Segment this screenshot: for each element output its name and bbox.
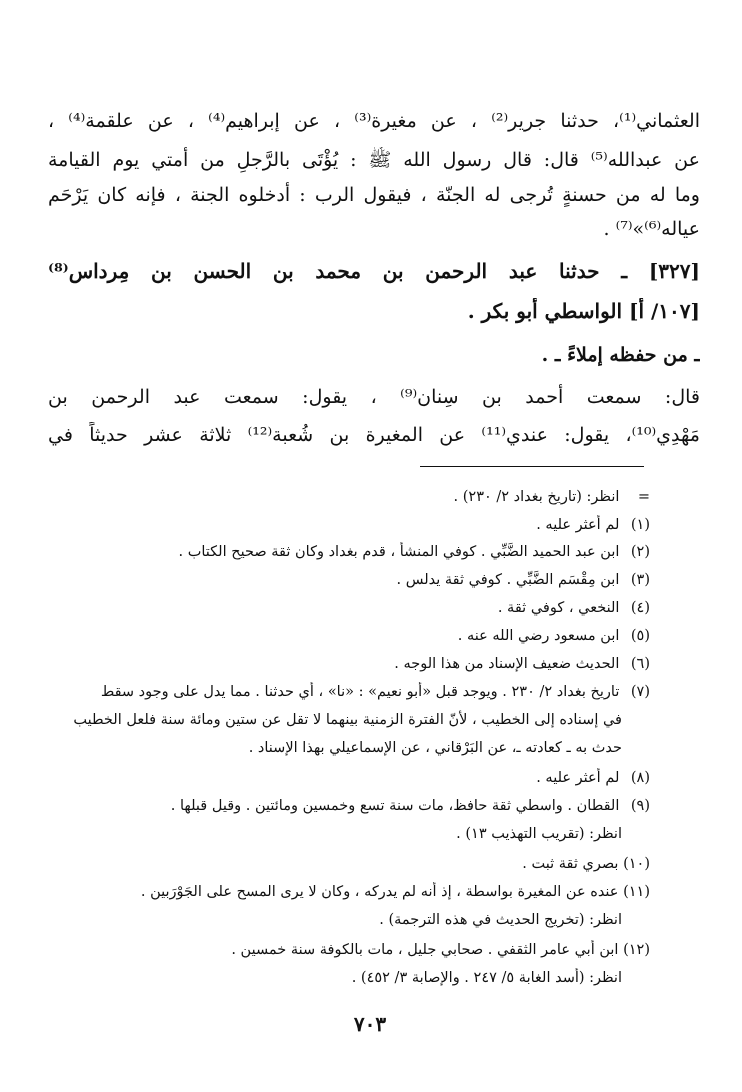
- footnote-1: [60, 515, 650, 535]
- footnote-2: [60, 542, 650, 562]
- page-number: ٧٠٣: [353, 1012, 387, 1036]
- footnote-text: حدث به ـ كعادته ـ، عن البَرْقاني ، عن الإسماعيلي بهذا الإسناد .: [248, 740, 622, 756]
- body-line-dictation: ـ من حفظه إملاءً ـ .: [541, 344, 700, 366]
- footnote-11-line-2: [62, 910, 622, 930]
- body-line-3: وما له من حسنةٍ تُرجى له الجنّة ، فيقول الرب : أدخلوه الجنة ، فإنه كان يَرْحَم: [48, 184, 700, 206]
- footnote-marker: (٨): [630, 770, 650, 786]
- footnote-text: انظر: (تخريج الحديث في هذه الترجمة) .: [379, 912, 622, 928]
- footnote-marker: (٧): [630, 684, 650, 700]
- footnote-marker: (١٠): [623, 856, 650, 872]
- footnote-text: بصري ثقة ثبت .: [522, 856, 619, 872]
- footnote-text: ابن عبد الحميد الضَّبِّي . كوفي المنشأ ، قدم بغداد وكان ثقة صحيح الكتاب .: [178, 544, 620, 560]
- footnote-5: [60, 626, 650, 646]
- footnote-marker: (٣): [630, 572, 650, 588]
- body-line-2: عن عبدالله⁽⁵⁾ قال: قال رسول الله ﷺ : يُؤْتَى بالرَّجلِ من أمتي يوم القيامة: [48, 149, 700, 171]
- footnote-text: الحديث ضعيف الإسناد من هذا الوجه .: [394, 656, 620, 672]
- footnote-marker: (١١): [623, 884, 650, 900]
- footnote-9-line-2: [62, 824, 622, 844]
- footnote-6: [60, 654, 650, 674]
- footnote-text: في إسناده إلى الخطيب ، لأنّ الفترة الزمنية بينهما لا تقل عن ستين ومائة سنة فلعل الخطيب: [73, 712, 622, 728]
- footnote-text: انظر: (تاريخ بغداد ٢/ ٢٣٠) .: [453, 489, 620, 505]
- footnote-7-line-2: [2, 710, 622, 730]
- footnote-marker: (٦): [630, 656, 650, 672]
- footnote-marker: (٤): [630, 600, 650, 616]
- footnote-marker: =: [637, 489, 650, 505]
- footnote-marker: (٩): [630, 798, 650, 814]
- footnote-text: لم أعثر عليه .: [536, 517, 620, 533]
- footnote-text: انظر: (أسد الغابة ٥/ ٢٤٧ . والإصابة ٣/ ٤٥٢) .: [351, 970, 622, 986]
- hadith-heading-line-1: [٣٢٧] ـ حدثنا عبد الرحمن بن محمد بن الحسن بن مِرداس⁽⁸⁾: [48, 259, 700, 283]
- hadith-heading-line-2: [١٠٧/ أ] الواسطي أبو بكر .: [467, 299, 700, 323]
- footnote-text: ابن مِقْسَم الضَّبِّي . كوفي ثقة يدلس .: [396, 572, 620, 588]
- footnote-10: [60, 854, 650, 874]
- footnote-11: [60, 882, 650, 902]
- footnote-text: النخعي ، كوفي ثقة .: [497, 600, 620, 616]
- body-line-6: مَهْدِي⁽¹⁰⁾، يقول: عندي⁽¹¹⁾ عن المغيرة بن شُعبة⁽¹²⁾ ثلاثة عشر حديثاً في: [48, 424, 700, 446]
- body-line-4: عياله⁽⁶⁾»⁽⁷⁾ .: [603, 218, 700, 240]
- footnote-text: تاريخ بغداد ٢/ ٢٣٠ . ويوجد قبل «أبو نعيم» : «نا» ، أي حدثنا . مما يدل على وجود سقط: [100, 684, 620, 700]
- footnote-12: [60, 940, 650, 960]
- footnote-text: ابن أبي عامر الثقفي . صحابي جليل ، مات بالكوفة سنة خمسين .: [231, 942, 619, 958]
- footnote-divider: [420, 466, 644, 467]
- footnote-marker: (٥): [630, 628, 650, 644]
- footnote-4: [60, 598, 650, 618]
- body-line-1: العثماني⁽¹⁾، حدثنا جرير⁽²⁾ ، عن مغيرة⁽³⁾ ، عن إبراهيم⁽⁴⁾ ، عن علقمة⁽⁴⁾ ،: [48, 110, 700, 132]
- footnote-marker: (١): [630, 517, 650, 533]
- footnote-marker: (٢): [630, 544, 650, 560]
- footnote-text: انظر: (تقريب التهذيب ١٣) .: [456, 826, 622, 842]
- footnote-text: ابن مسعود رضي الله عنه .: [457, 628, 620, 644]
- footnote-text: عنده عن المغيرة بواسطة ، إذ أنه لم يدركه ، وكان لا يرى المسح على الجَوْرَبين .: [140, 884, 619, 900]
- footnote-marker: (١٢): [623, 942, 650, 958]
- footnote-3: [60, 570, 650, 590]
- body-line-5: قال: سمعت أحمد بن سِنان⁽⁹⁾ ، يقول: سمعت عبد الرحمن بن: [48, 386, 700, 408]
- footnote-continued: [60, 487, 650, 507]
- footnote-12-line-2: [62, 968, 622, 988]
- footnote-8: [60, 768, 650, 788]
- footnote-7-line-3: [62, 738, 622, 758]
- footnote-text: القطان . واسطي ثقة حافظ، مات سنة تسع وخمسين ومائتين . وقيل قبلها .: [170, 798, 620, 814]
- footnote-7: [60, 682, 650, 702]
- footnote-text: لم أعثر عليه .: [536, 770, 620, 786]
- footnote-9: [60, 796, 650, 816]
